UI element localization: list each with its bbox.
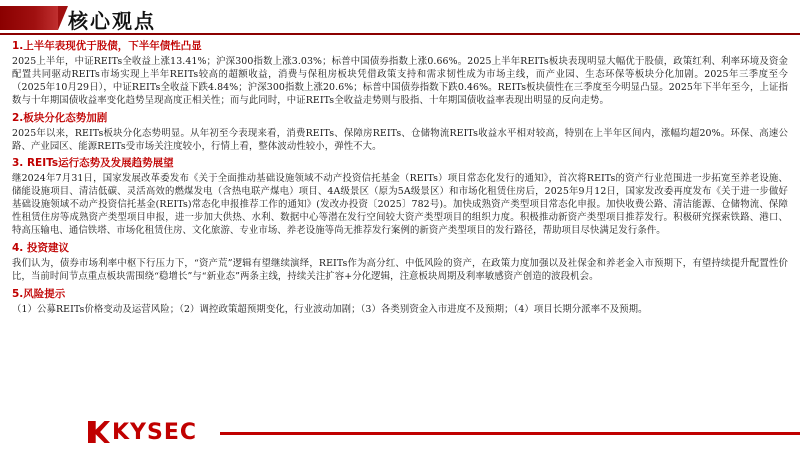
section-paragraph-1: 2025上半年，中证REITs全收益上涨13.41%；沪深300指数上涨3.03%；标普中国债券指数上涨0.66%。2025上半年REITs板块表现明显大幅优于股债，政策红利、利率环境及资金配置共同驱动REITs市场实现上半年REITs较高的超额收益，消费与保租房板块凭借政策支持和需求韧性成为市场主线，而产业园、生态环保等板块分化加剧。2025年三季度至今（2025年10月29日），中证REITs全收益下跌4.84%；沪深300指数上涨20.6%；标普中国债券指数下跌0.46%。REITs板块债性在三季度至今明显凸显。2025年下半年至今，上证指数与十年期国债收益率变化趋势呈现高度正相关性；而与此同时，中证REITs全收益走势则与股指、十年期国债收益率表现出明显的反向走势。 <box>12 56 788 106</box>
section-paragraph-2: 2025年以来，REITs板块分化态势明显。从年初至今表现来看，消费REITs、保障房REITs、仓储物流REITs收益水平相对较高，特别在上半年区间内，涨幅均超20%。环保、高速公路、产业园区、能源REITs受市场关注度较小，行情上看，整体波动性较小，弹性不大。 <box>12 127 788 152</box>
footer-rule <box>220 432 800 435</box>
section-heading-3: 3. REITs运行态势及发展趋势展望 <box>12 157 174 170</box>
section-heading-4: 4. 投资建议 <box>12 241 69 254</box>
kysec-logo <box>88 418 198 446</box>
section-paragraph-5: （1）公募REITs价格变动及运营风险；（2）调控政策超预期变化，行业波动加剧；（3）各类别资金入市进度不及预期；（4）项目长期分派率不及预期。 <box>12 303 648 315</box>
logo-mark-icon <box>88 421 110 443</box>
section-paragraph-4: 我们认为，债券市场利率中枢下行压力下，“资产荒”逻辑有望继续演绎，REITs作为高分红、中低风险的资产，在政策力度加强以及社保金和养老金入市预期下，有望持续提升配置性价比，当前时间节点重点板块需围绕“稳增长”与“新业态”两条主线，持续关注扩容+分化逻辑，注意板块周期及利率敏感资产创造的波段机会。 <box>12 257 788 282</box>
section-paragraph-3: 继2024年7月31日，国家发展改革委发布《关于全面推动基础设施领域不动产投资信托基金（REITs）项目常态化发行的通知》，首次将REITs的资产行业范围进一步拓宽至养老设施、储能设施项目、清洁低碳、灵活高效的燃煤发电（含热电联产煤电）项目、4A级景区（原为5A级景区）和市场化租赁住房后，2025年9月12日，国家发改委再度发布《关于进一步做好基础设施领域不动产投资信托基金(REITs)常态化申报推荐工作的通知》(发改办投资〔2025〕782号)。加快成熟资产类型项目常态化申报。加快收费公路、清洁能源、仓储物流、保障性租赁住房等成熟资产类型项目申报，进一步加大供热、水利、数据中心等潜在发行空间较大资产类型项目的组织力度。积极推动新资产类型项目推荐发行。积极研究探索铁路、港口、特高压输电、通信铁塔、市场化租赁住房、文化旅游、专业市场、养老设施等尚无推荐发行案例的新资产类型项目的发行路径，帮助项目尽快满足发行条件。 <box>12 173 788 237</box>
page-title: 核心观点 <box>68 9 156 33</box>
section-heading-5: 5.风险提示 <box>12 287 66 300</box>
footer <box>0 412 800 450</box>
section-heading-2: 2.板块分化态势加剧 <box>12 111 108 124</box>
title-bar <box>0 0 800 34</box>
title-accent-shape <box>0 6 58 30</box>
content-body <box>12 38 788 320</box>
section-heading-1: 1.上半年表现优于股债，下半年债性凸显 <box>12 40 202 52</box>
title-divider <box>0 33 800 35</box>
logo-text: KYSEC <box>112 419 197 445</box>
